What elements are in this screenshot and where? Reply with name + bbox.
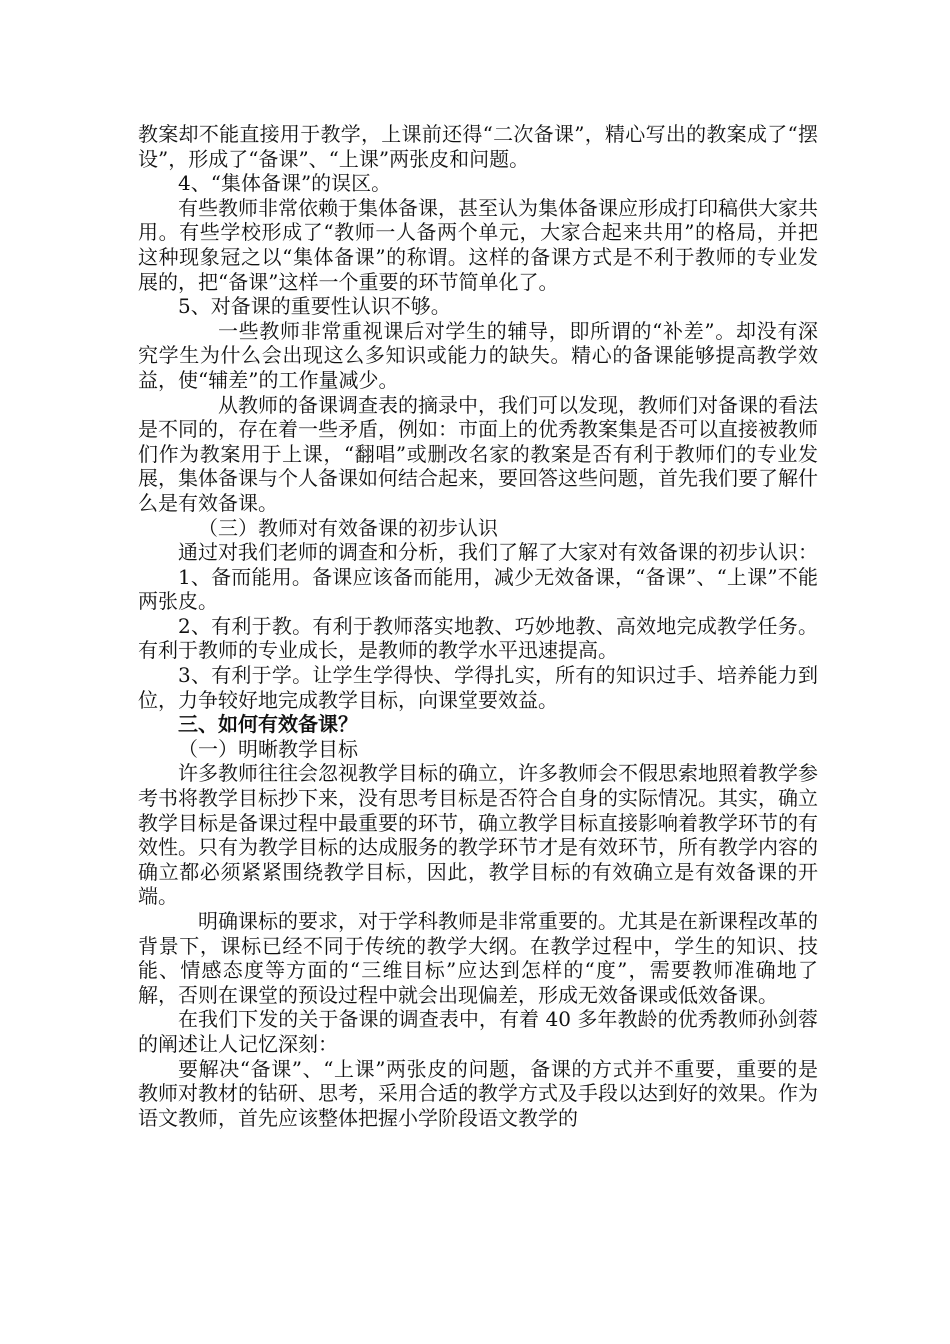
- list-item-usable: 1、备而能用。备课应该备而能用，减少无效备课，“备课”、“上课”不能两张皮。: [138, 564, 818, 614]
- paragraph-teacher-quote: 要解决“备课”、“上课”两张皮的问题，备课的方式并不重要，重要的是教师对教材的钻研、思考，采用合适的教学方式及手段以达到好的效果。作为语文教师，首先应该整体把握小学阶段语文教学的: [138, 1056, 818, 1130]
- heading-collective-prep-misconception: 4、“集体备课”的误区。: [178, 171, 392, 196]
- paragraph-collective-prep: 有些教师非常依赖于集体备课，甚至认为集体备课应形成打印稿供大家共用。有些学校形成了“教师一人备两个单元，大家合起来共用”的格局，并把这种现象冠之以“集体备课”的称谓。这样的备课方式是不利于教师的专业发展的，把“备课”这样一个重要的环节简单化了。: [138, 195, 818, 294]
- heading-importance-of-prep: 5、对备课的重要性认识不够。: [178, 294, 451, 319]
- section-heading-initial-understanding: （三）教师对有效备课的初步认识: [198, 515, 498, 540]
- paragraph-survey-quote-intro: 在我们下发的关于备课的调查表中，有着 40 多年教龄的优秀教师孙剑蓉的阐述让人记忆深刻：: [138, 1007, 818, 1056]
- chapter-heading-effective-prep: 三、如何有效备课？: [178, 712, 358, 737]
- paragraph-curriculum-standards: 明确课标的要求，对于学科教师是非常重要的。尤其是在新课程改革的背景下，课标已经不同于传统的教学大纲。在教学过程中，学生的知识、技能、情感态度等方面的“三维目标”应达到怎样的“度”，需要教师准确地了解，否则在课堂的预设过程中就会出现偏差，形成无效备课或低效备课。: [138, 909, 818, 1007]
- list-item-teaching: 2、有利于教。有利于教师落实地教、巧妙地教、高效地完成教学任务。有利于教师的专业成长，是教师的教学水平迅速提高。: [138, 613, 818, 663]
- paragraph-survey-analysis: 通过对我们老师的调查和分析，我们了解了大家对有效备课的初步认识：: [178, 540, 818, 565]
- paragraph-teaching-goals: 许多教师往往会忽视教学目标的确立，许多教师会不假思索地照着教学参考书将教学目标抄下来，没有思考目标是否符合自身的实际情况。其实，确立教学目标是备课过程中最重要的环节，确立教学目标直接影响着教学环节的有效性。只有为教学目标的达成服务的教学环节才是有效环节，所有教学内容的确立都必须紧紧围绕教学目标，因此，教学目标的有效确立是有效备课的开端。: [138, 761, 818, 909]
- paragraph-remedial-tutoring: 一些教师非常重视课后对学生的辅导，即所谓的“补差”。却没有深究学生为什么会出现这么多知识或能力的缺失。精心的备课能够提高教学效益，使“辅差”的工作量减少。: [138, 318, 818, 392]
- list-item-learning: 3、有利于学。让学生学得快、学得扎实，所有的知识过手、培养能力到位，力争较好地完成教学目标，向课堂要效益。: [138, 663, 818, 712]
- section-heading-clarify-goals: （一）明晰教学目标: [178, 736, 358, 761]
- paragraph-survey-excerpt: 从教师的备课调查表的摘录中，我们可以发现，教师们对备课的看法是不同的，存在着一些矛盾，例如：市面上的优秀教案集是否可以直接被教师们作为教案用于上课，“翻唱”或删改名家的教案是否有利于教师们的专业发展，集体备课与个人备课如何结合起来，要回答这些问题，首先我们要了解什么是有效备课。: [138, 392, 818, 515]
- paragraph-lesson-plan-issue: 教案却不能直接用于教学，上课前还得“二次备课”，精心写出的教案成了“摆设”，形成了“备课”、“上课”两张皮和问题。: [138, 122, 818, 171]
- document-page: [138, 122, 818, 1130]
